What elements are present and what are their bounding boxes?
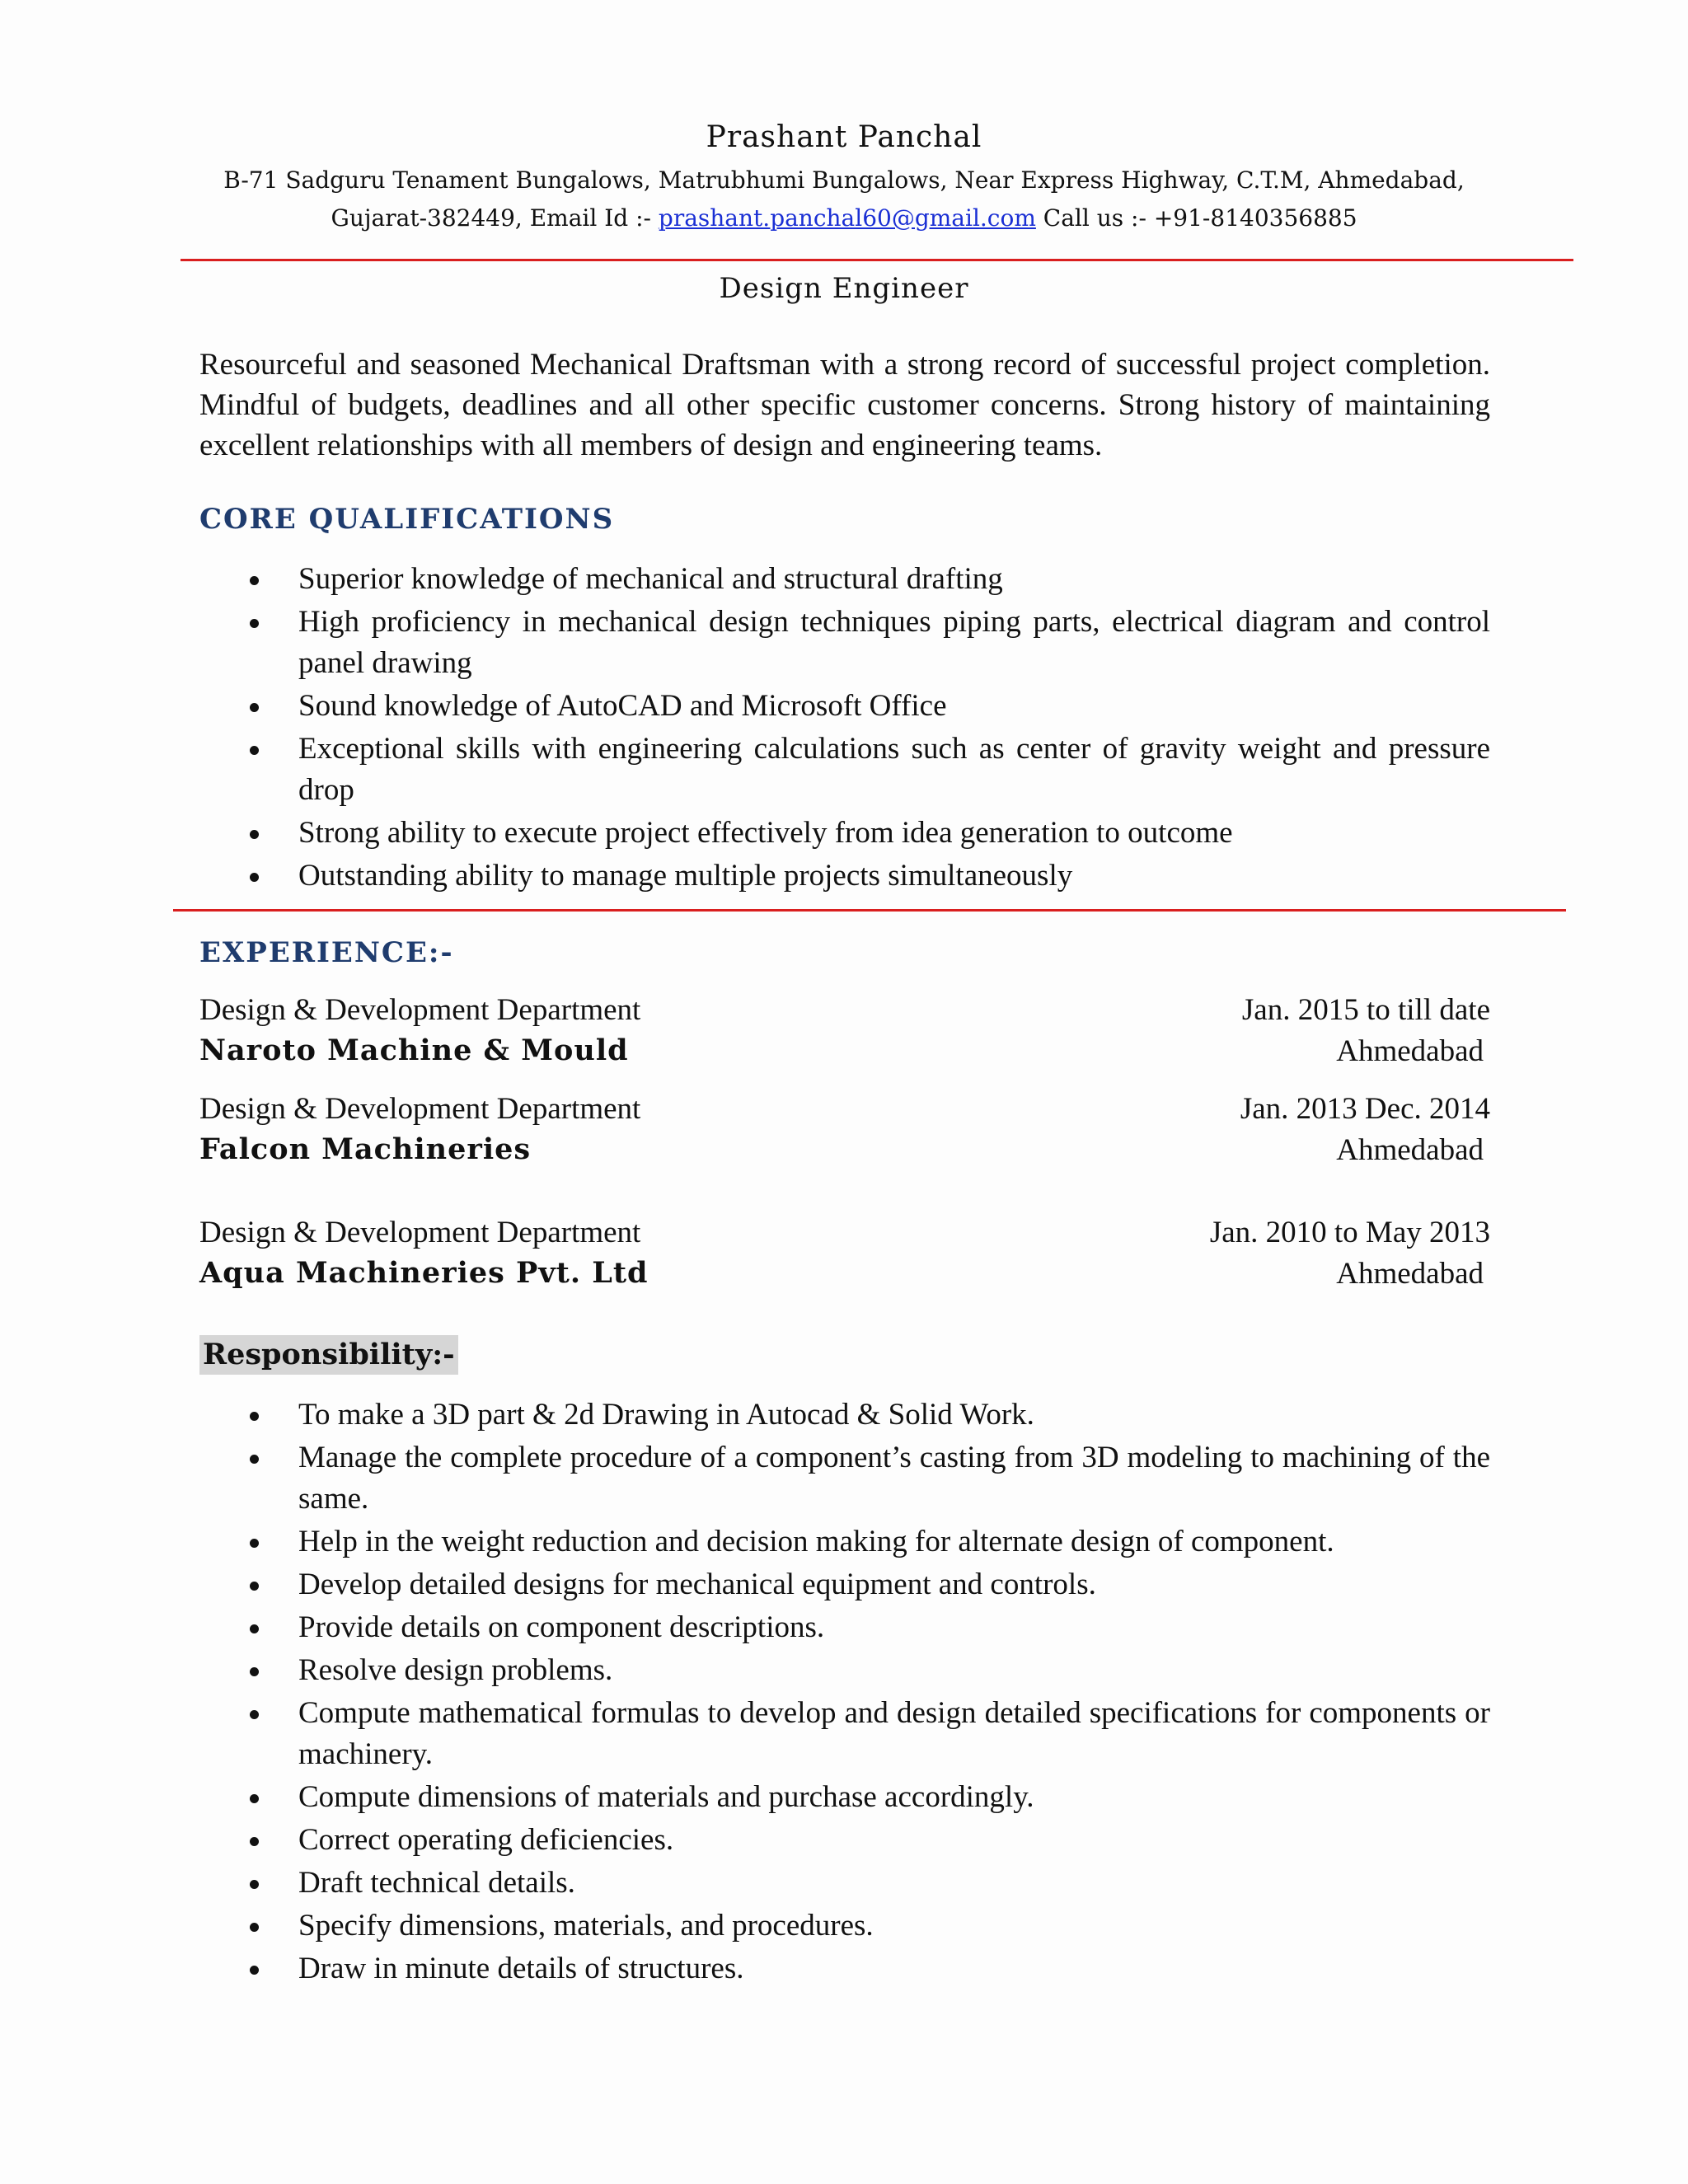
date-range: Jan. 2010 to May 2013 bbox=[1209, 1216, 1490, 1249]
list-item: Develop detailed designs for mechanical equipment and controls. bbox=[199, 1564, 1490, 1605]
responsibility-list bbox=[199, 1394, 1490, 1991]
bullet-icon bbox=[250, 1837, 259, 1846]
date-range: Jan. 2013 Dec. 2014 bbox=[1240, 1092, 1490, 1126]
list-item: Compute dimensions of materials and purchase accordingly. bbox=[199, 1777, 1490, 1818]
list-item: Specify dimensions, materials, and procedures. bbox=[199, 1905, 1490, 1947]
bullet-icon bbox=[250, 703, 259, 712]
list-item: Help in the weight reduction and decision making for alternate design of component. bbox=[199, 1521, 1490, 1563]
summary-paragraph: Resourceful and seasoned Mechanical Draftsman with a strong record of successful project completion. Mindful of budgets, deadlines and all other specific customer concerns. Strong history of maintaining excellent relationships with all members of design and engineering teams. bbox=[199, 348, 1490, 462]
location: Ahmedabad bbox=[1336, 1034, 1484, 1068]
section-divider bbox=[173, 909, 1566, 912]
bullet-icon bbox=[250, 1412, 259, 1421]
bullet-icon bbox=[250, 746, 259, 755]
bullet-icon bbox=[250, 576, 259, 585]
core-qualifications-list bbox=[199, 559, 1490, 898]
bullet-icon bbox=[250, 1966, 259, 1975]
list-item: Sound knowledge of AutoCAD and Microsoft Office bbox=[199, 686, 1490, 727]
list-item: Exceptional skills with engineering calculations such as center of gravity weight and pressure drop bbox=[199, 729, 1490, 811]
bullet-icon bbox=[250, 1624, 259, 1633]
list-item: Manage the complete procedure of a component’s casting from 3D modeling to machining of the same. bbox=[199, 1437, 1490, 1520]
list-item: Provide details on component descriptions. bbox=[199, 1607, 1490, 1648]
department: Design & Development Department bbox=[199, 1092, 641, 1126]
list-item: Superior knowledge of mechanical and structural drafting bbox=[199, 559, 1490, 600]
list-item: Draw in minute details of structures. bbox=[199, 1948, 1490, 1990]
list-item: High proficiency in mechanical design techniques piping parts, electrical diagram and control panel drawing bbox=[199, 602, 1490, 684]
experience-entry bbox=[199, 992, 1490, 1075]
list-item: Strong ability to execute project effectively from idea generation to outcome bbox=[199, 813, 1490, 854]
bullet-icon bbox=[250, 1539, 259, 1548]
list-item: Compute mathematical formulas to develop and design detailed specifications for components or machinery. bbox=[199, 1693, 1490, 1775]
list-item: Draft technical details. bbox=[199, 1863, 1490, 1904]
email-link[interactable]: prashant.panchal60@gmail.com bbox=[658, 204, 1036, 232]
list-item: Correct operating deficiencies. bbox=[199, 1820, 1490, 1861]
contact-line bbox=[0, 204, 1688, 232]
bullet-icon bbox=[250, 1455, 259, 1464]
bullet-icon bbox=[250, 1667, 259, 1676]
bullet-icon bbox=[250, 619, 259, 628]
department: Design & Development Department bbox=[199, 1216, 641, 1249]
department: Design & Development Department bbox=[199, 993, 641, 1027]
address-line-2: Gujarat-382449, Email Id :- bbox=[331, 204, 659, 232]
address-line-1: B-71 Sadguru Tenament Bungalows, Matrubhumi Bungalows, Near Express Highway, C.T.M, Ahmedabad, bbox=[223, 166, 1465, 194]
bullet-icon bbox=[250, 830, 259, 839]
experience-entry bbox=[199, 1215, 1490, 1297]
bullet-icon bbox=[250, 1582, 259, 1591]
core-qualifications-heading: CORE QUALIFICATIONS bbox=[199, 503, 615, 536]
bullet-icon bbox=[250, 1710, 259, 1719]
location: Ahmedabad bbox=[1336, 1257, 1484, 1291]
phone-text: Call us :- +91-8140356885 bbox=[1035, 204, 1357, 232]
job-title: Design Engineer bbox=[719, 272, 969, 305]
company-name: Naroto Machine & Mould bbox=[199, 1033, 629, 1067]
list-item: Resolve design problems. bbox=[199, 1650, 1490, 1691]
company-name: Aqua Machineries Pvt. Ltd bbox=[199, 1256, 649, 1290]
list-item: Outstanding ability to manage multiple projects simultaneously bbox=[199, 855, 1490, 897]
bullet-icon bbox=[250, 873, 259, 882]
date-range: Jan. 2015 to till date bbox=[1241, 993, 1490, 1027]
experience-entry bbox=[199, 1091, 1490, 1174]
location: Ahmedabad bbox=[1336, 1133, 1484, 1167]
responsibility-heading: Responsibility:- bbox=[199, 1335, 458, 1375]
bullet-icon bbox=[250, 1794, 259, 1803]
candidate-name: Prashant Panchal bbox=[706, 120, 982, 154]
list-item: To make a 3D part & 2d Drawing in Autocad & Solid Work. bbox=[199, 1394, 1490, 1436]
bullet-icon bbox=[250, 1880, 259, 1889]
header-divider bbox=[181, 259, 1573, 261]
bullet-icon bbox=[250, 1923, 259, 1932]
company-name: Falcon Machineries bbox=[199, 1132, 532, 1166]
experience-heading: EXPERIENCE:- bbox=[199, 936, 454, 969]
